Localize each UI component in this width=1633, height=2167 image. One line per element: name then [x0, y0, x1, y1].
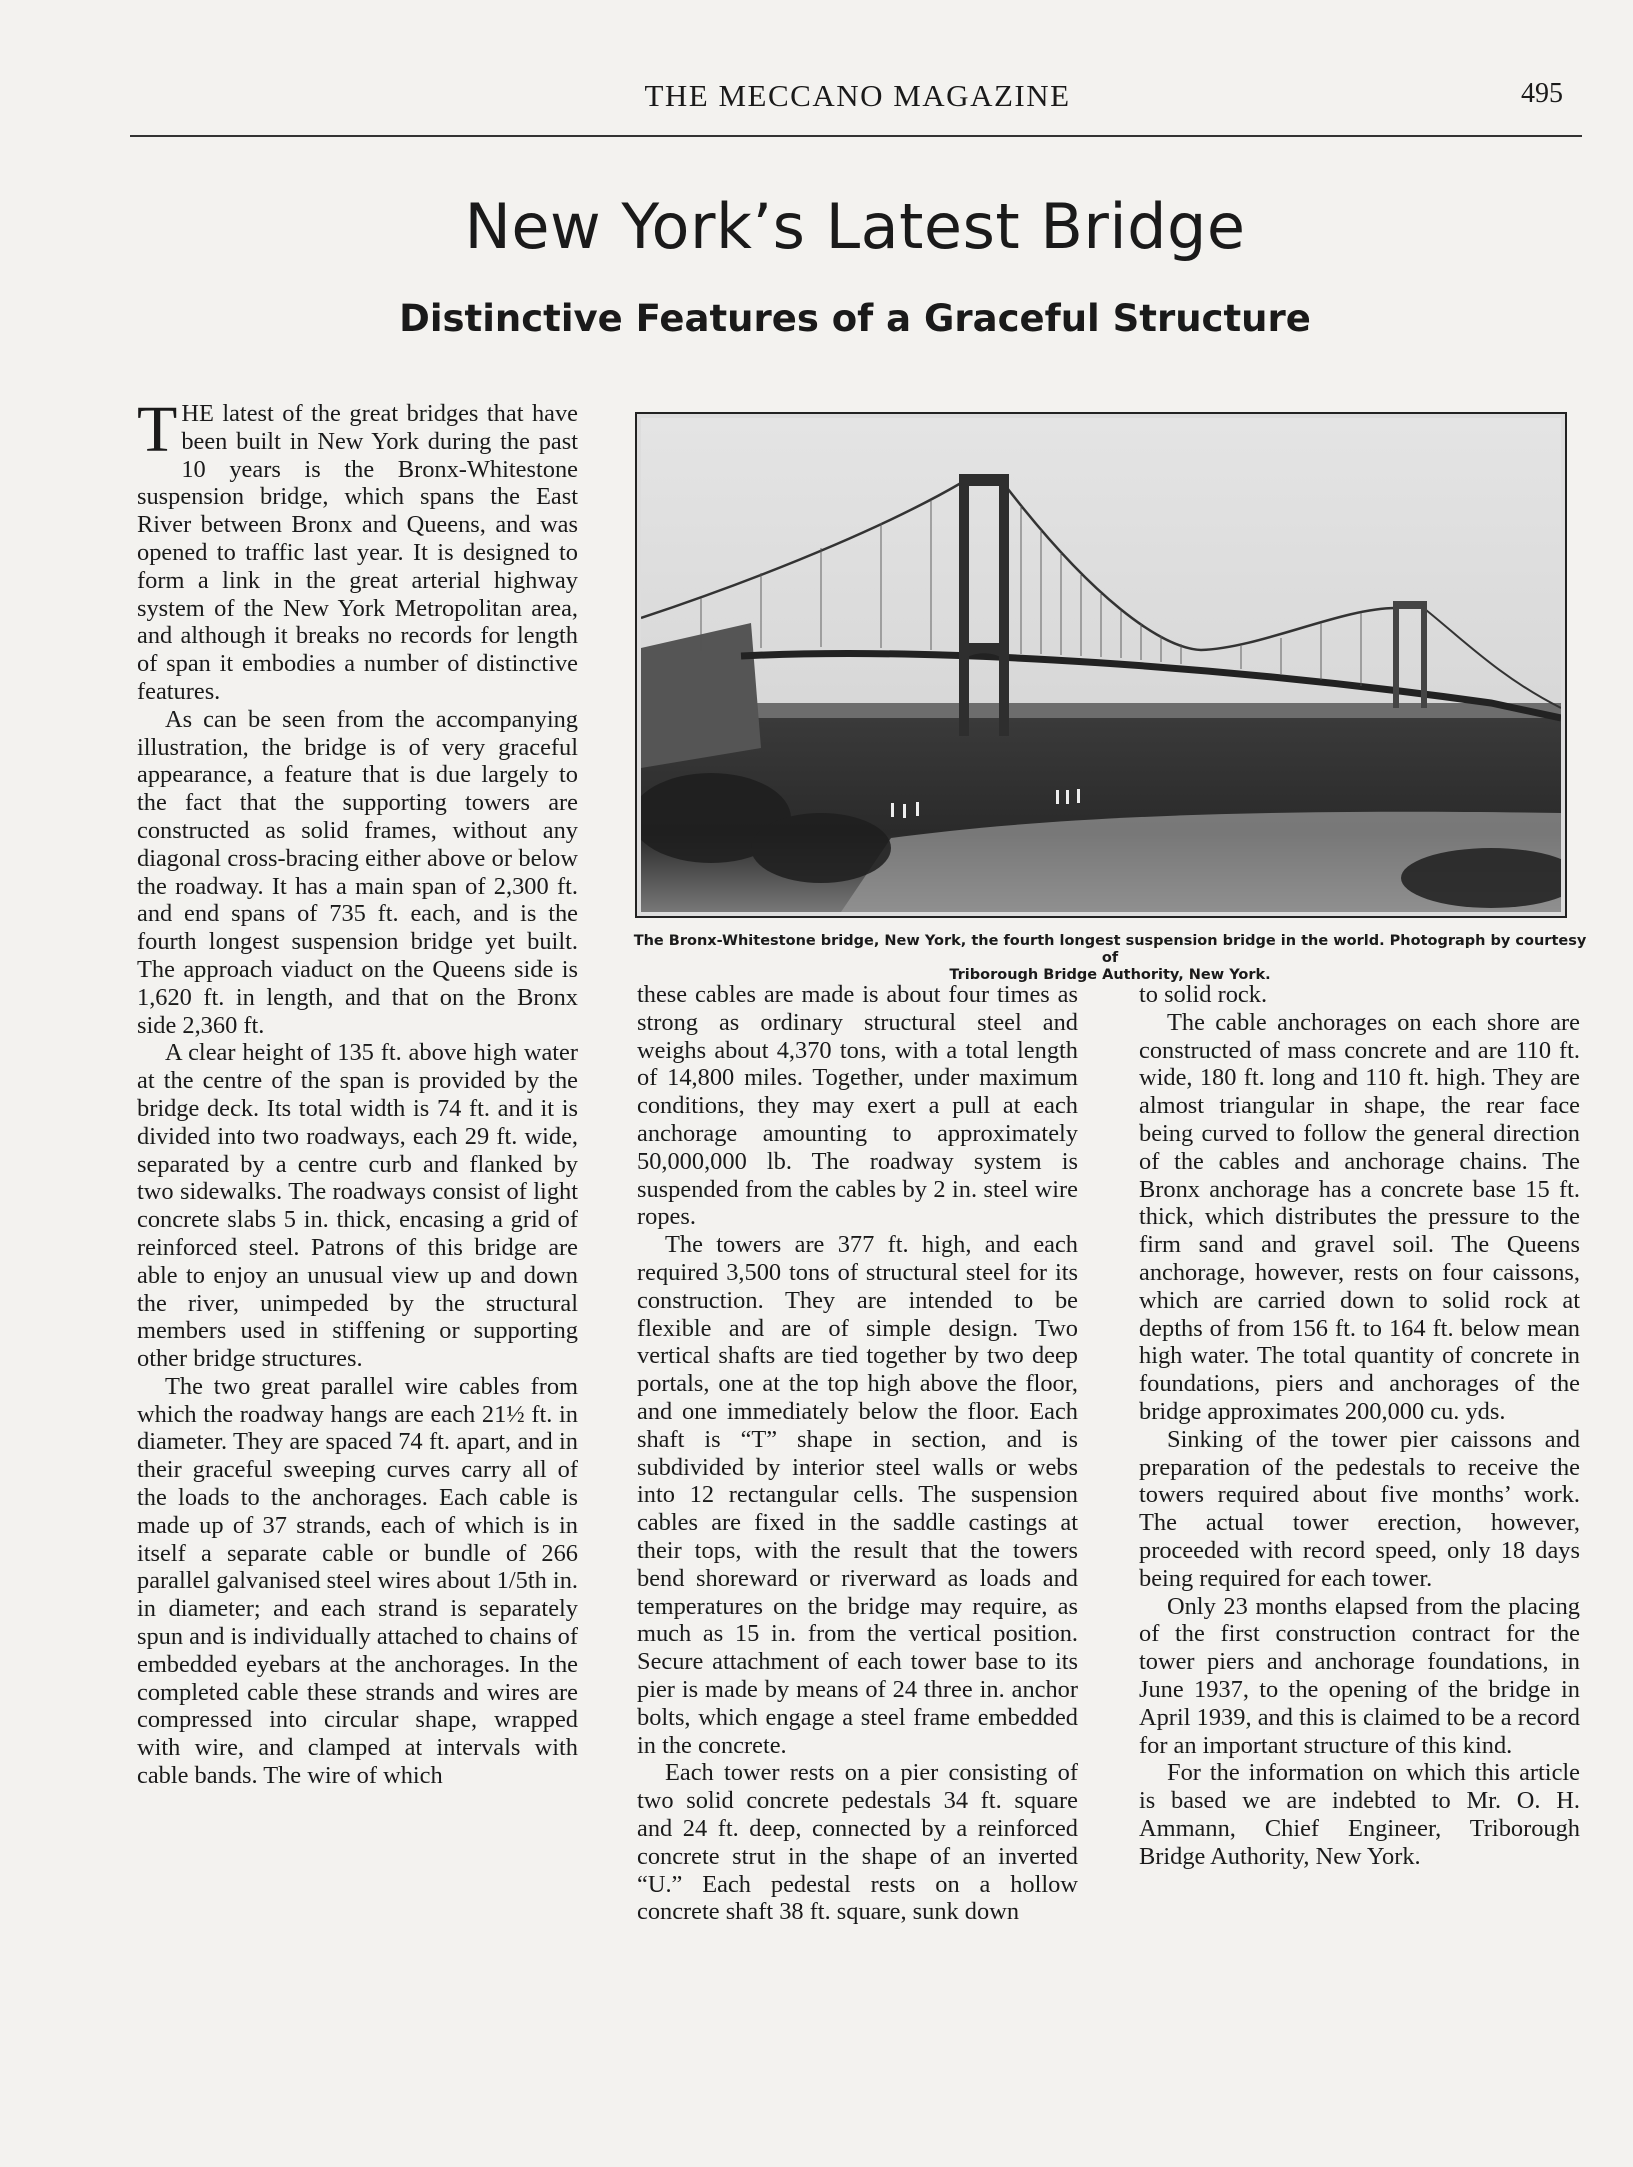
running-head [130, 78, 1585, 122]
paragraph: Only 23 months elapsed from the placing of the first construction contract for the tower piers and anchorage foundations, in June 1937, to the opening of the bridge in April 1939, and this is claimed to be a record for an important structure of this kind. [1139, 1592, 1580, 1759]
paragraph: Each tower rests on a pier consisting of two solid concrete pedestals 34 ft. square and 24 ft. deep, connected by a reinforced concrete strut in the shape of an inverted “U.” Each pedestal rests on a hollow concrete shaft 38 ft. square, sunk down [637, 1759, 1078, 1926]
paragraph: The towers are 377 ft. high, and each required 3,500 tons of structural steel for its construction. They are intended to be flexible and are of simple design. Two vertical shafts are tied together by two deep portals, one at the top high above the floor, and one immediately below the floor. Each shaft is “T” shape in section, and is subdivided by interior steel walls or webs into 12 rectangular cells. The suspension cables are fixed in the saddle castings at their tops, with the result that the towers bend shoreward or riverward as loads and temperatures on the bridge may require, as much as 15 in. from the vertical position. Secure attachment of each tower base to its pier is made by means of 24 three in. anchor bolts, which engage a steel frame embedded in the concrete. [637, 1231, 1078, 1759]
paragraph: The cable anchorages on each shore are constructed of mass concrete and are 110 ft. wide, 180 ft. long and 110 ft. high. They are almost triangular in shape, the rear face being curved to follow the general direction of the cables and anchorage chains. The Bronx anchorage has a concrete base 15 ft. thick, which distributes the pressure to the firm sand and gravel soil. The Queens anchorage, however, rests on four caissons, which are carried down to solid rock at depths of from 156 ft. to 164 ft. below mean high water. The total quantity of concrete in foundations, piers and anchorages of the bridge approximates 200,000 cu. yds. [1139, 1008, 1580, 1425]
paragraph: As can be seen from the accompanying illustration, the bridge is of very graceful appearance, a feature that is due largely to the fact that the supporting towers are constructed as solid frames, without any diagonal cross-bracing either above or below the roadway. It has a main span of 2,300 ft. and end spans of 735 ft. each, and is the fourth longest suspension bridge yet built. The approach viaduct on the Queens side is 1,620 ft. in length, and that on the Bronx side 2,360 ft. [137, 705, 578, 1039]
bridge-photograph [635, 412, 1567, 918]
caption-line: Triborough Bridge Authority, New York. [949, 967, 1271, 983]
paragraph: Sinking of the tower pier caissons and preparation of the pedestals to receive the towers required about five months’ work. The actual tower erection, however, proceeded with record speed, only 18 days being required for each tower. [1139, 1425, 1580, 1592]
text-column-2 [637, 981, 1078, 1926]
drop-cap: T [137, 393, 178, 466]
page-number: 495 [1521, 78, 1563, 109]
paragraph: A clear height of 135 ft. above high water at the centre of the span is provided by the bridge deck. Its total width is 74 ft. and it is divided into two roadways, each 29 ft. wide, separated by a centre curb and flanked by two sidewalks. The roadways consist of light concrete slabs 5 in. thick, encasing a grid of reinforced steel. Patrons of this bridge are able to enjoy an unusual view up and down the river, unimpeded by the structural members used in stiffening or supporting other bridge structures. [137, 1039, 578, 1373]
text-column-1 [137, 393, 578, 1790]
text-column-3 [1139, 981, 1580, 1871]
paragraph: The two great parallel wire cables from which the roadway hangs are each 21½ ft. in diameter. They are spaced 74 ft. apart, and in their graceful sweeping curves carry all of the loads to the anchorages. Each cable is made up of 37 strands, each of which is in itself a separate cable or bundle of 266 parallel galvanised steel wires about 1/5th in. in diameter; and each strand is separately spun and is individually attached to chains of embedded eyebars at the anchorages. In the completed cable these strands and wires are compressed into circular shape, wrapped with wire, and clamped at intervals with cable bands. The wire of which [137, 1372, 578, 1790]
photo-caption [630, 933, 1590, 984]
magazine-title: THE MECCANO MAGAZINE [644, 78, 1071, 113]
article-subtitle: Distinctive Features of a Graceful Structure [399, 297, 1311, 340]
paragraph: to solid rock. [1139, 981, 1268, 1008]
paragraph: THE latest of the great bridges that have been built in New York during the past 10 years is the Bronx-Whitestone suspension bridge, which spans the East River between Bronx and Queens, and was opened to traffic last year. It is designed to form a link in the great arterial highway system of the New York Metropolitan area, and although it breaks no records for length of span it embodies a number of distinctive features. [137, 393, 578, 705]
paragraph: For the information on which this article is based we are indebted to Mr. O. H. Ammann, Chief Engineer, Triborough Bridge Authority, New York. [1139, 1759, 1580, 1870]
caption-line: The Bronx-Whitestone bridge, New York, the fourth longest suspension bridge in the world. Photograph by courtesy of [633, 933, 1587, 966]
paragraph: these cables are made is about four times as strong as ordinary structural steel and weighs about 4,370 tons, with a total length of 14,800 miles. Together, under maximum conditions, they may exert a pull at each anchorage amounting to approximately 50,000,000 lb. The roadway system is suspended from the cables by 2 in. steel wire ropes. [637, 981, 1078, 1231]
header-rule [130, 135, 1582, 137]
article-title: New York’s Latest Bridge [464, 190, 1246, 263]
bridge-photo-image [641, 418, 1561, 912]
